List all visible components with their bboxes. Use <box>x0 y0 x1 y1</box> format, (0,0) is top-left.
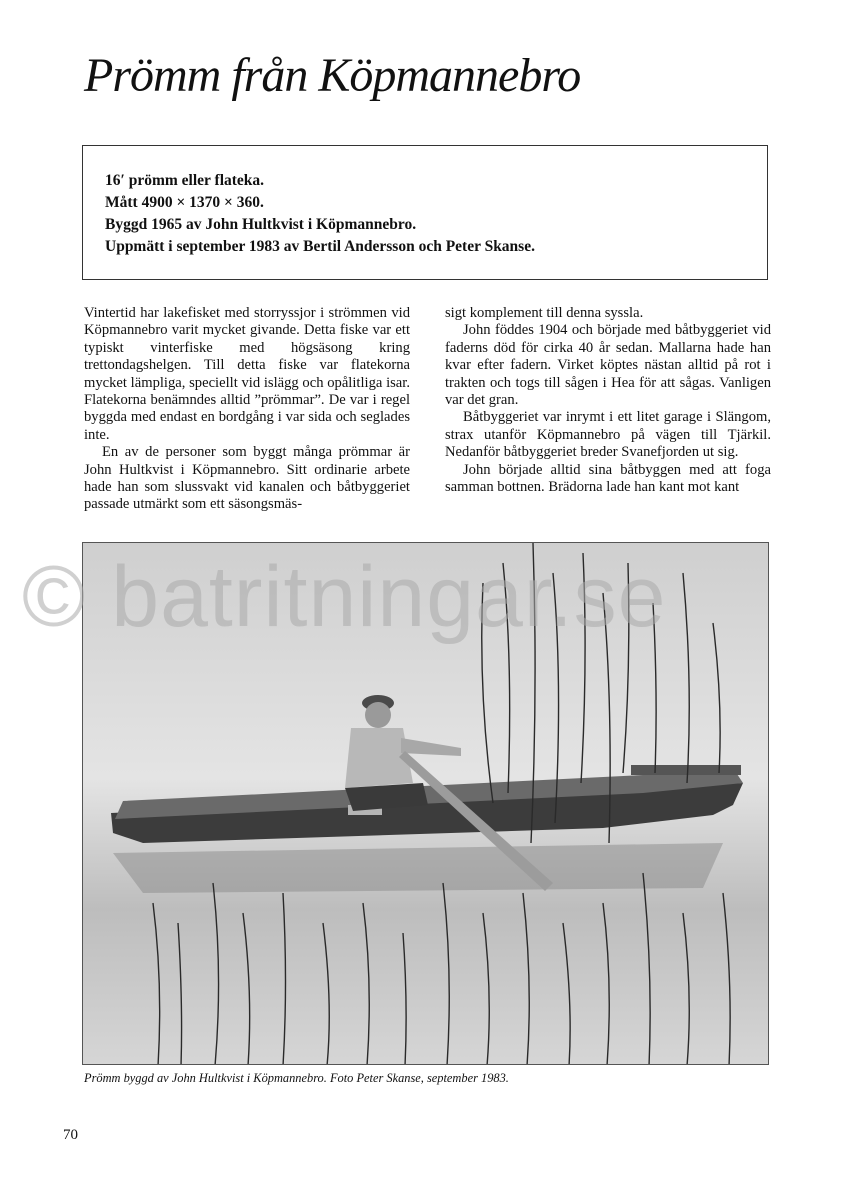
paragraph: sigt komplement till denna syssla. <box>445 305 644 321</box>
spec-box <box>82 145 768 280</box>
paragraph: John föddes 1904 och började med båtbyggeriet vid faderns död för cirka 40 år sedan. Mallarna hade han kvar efter fadern. Virket köptes nästan alltid på rot i trakten och togs till sågen i Hea för att sågas. Vanligen var det gran. <box>445 322 771 409</box>
spec-measured-by: Uppmätt i september 1983 av Bertil Andersson och Peter Skanse. <box>105 238 535 255</box>
page-title: Prömm från Köpmannebro <box>84 49 581 102</box>
spec-dimensions: Mått 4900 × 1370 × 360. <box>105 194 264 211</box>
paragraph: En av de personer som byggt många prömmar är John Hultkvist i Köpmannebro. Sitt ordinarie arbete hade han som slussvakt vid kanalen och båtbyggeriet passade utmärkt som ett säsongsmäs- <box>84 444 410 513</box>
page-number: 70 <box>63 1127 78 1143</box>
paragraph: Vintertid har lakefisket med storryssjor i strömmen vid Köpmannebro varit mycket givande. Detta fiske var ett typiskt vinterfiske med högsäsong kring trettondagshelgen. Till detta fiske var flatekorna mycket lämpliga, speciellt vid islägg och opålitliga isar. Flatekorna benämndes alltid ”prömmar”. De var i regel byggda med endast en bordgång i var sida och seglades inte. <box>84 305 410 443</box>
text-column-right <box>445 305 771 496</box>
text-column-left <box>84 305 410 514</box>
watermark: © batritningar.se <box>22 549 667 645</box>
spec-type: 16′ prömm eller flateka. <box>105 172 265 189</box>
paragraph: Båtbyggeriet var inrymt i ett litet garage i Slängom, strax utanför Köpmannebro på vägen till Tjärkil. Nedanför båtbyggeriet breder Svanefjorden ut sig. <box>445 409 771 461</box>
man-head <box>365 702 391 728</box>
paragraph: John började alltid sina båtbyggen med att foga samman bottnen. Brädorna lade han kant mot kant <box>445 461 771 496</box>
photo-caption: Prömm byggd av John Hultkvist i Köpmannebro. Foto Peter Skanse, september 1983. <box>84 1071 509 1085</box>
spec-builder: Byggd 1965 av John Hultkvist i Köpmannebro. <box>105 216 417 233</box>
boat-stern <box>631 765 741 775</box>
